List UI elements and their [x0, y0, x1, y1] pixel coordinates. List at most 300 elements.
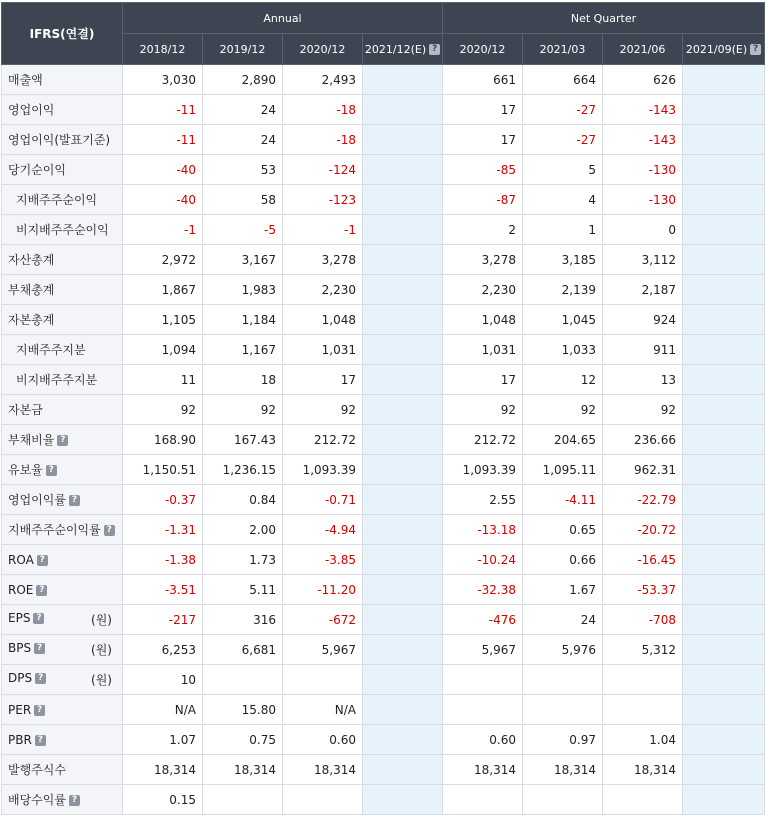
row-label: 발행주식수: [8, 763, 66, 777]
table-row: [2, 305, 765, 335]
help-icon[interactable]: ?: [35, 735, 46, 746]
row-label-cell: [2, 785, 123, 815]
value-cell: 2,139: [523, 275, 603, 305]
value-cell: -708: [603, 605, 683, 635]
value-cell: 3,030: [123, 65, 203, 95]
value-cell: 1,983: [203, 275, 283, 305]
value-cell: 92: [523, 395, 603, 425]
column-header: [363, 34, 443, 65]
value-cell: 3,185: [523, 245, 603, 275]
row-label-cell: [2, 215, 123, 245]
value-cell: 661: [443, 65, 523, 95]
table-row: [2, 155, 765, 185]
column-header-label: 2020/12: [299, 42, 346, 56]
row-label-cell: [2, 665, 123, 695]
row-label-cell: [2, 695, 123, 725]
value-cell: 212.72: [283, 425, 363, 455]
column-header-label: 2020/12: [459, 42, 506, 56]
value-cell: 58: [203, 185, 283, 215]
value-cell: 1,094: [123, 335, 203, 365]
value-cell: 10: [123, 665, 203, 695]
value-cell: 92: [123, 395, 203, 425]
value-cell: [363, 605, 443, 635]
value-cell: -11: [123, 125, 203, 155]
row-label: 비지배주주지분: [16, 373, 98, 387]
value-cell: -11: [123, 95, 203, 125]
value-cell: 18,314: [123, 755, 203, 785]
value-cell: 5,976: [523, 635, 603, 665]
row-label-cell: [2, 395, 123, 425]
value-cell: 17: [283, 365, 363, 395]
value-cell: [683, 485, 765, 515]
row-label: 자본총계: [8, 313, 55, 327]
value-cell: -1: [123, 215, 203, 245]
table-row: [2, 725, 765, 755]
help-icon[interactable]: ?: [34, 705, 45, 716]
value-cell: 316: [203, 605, 283, 635]
table-row: [2, 275, 765, 305]
value-cell: [363, 275, 443, 305]
table-row: [2, 785, 765, 815]
value-cell: N/A: [123, 695, 203, 725]
table-row: [2, 665, 765, 695]
value-cell: -18: [283, 95, 363, 125]
table-row: [2, 545, 765, 575]
value-cell: [603, 665, 683, 695]
value-cell: [603, 695, 683, 725]
help-icon[interactable]: ?: [46, 465, 57, 476]
value-cell: [283, 785, 363, 815]
value-cell: 1.73: [203, 545, 283, 575]
value-cell: 0.60: [443, 725, 523, 755]
value-cell: [203, 665, 283, 695]
row-label: EPS: [8, 611, 31, 625]
value-cell: [523, 785, 603, 815]
value-cell: [443, 695, 523, 725]
help-icon[interactable]: ?: [69, 795, 80, 806]
value-cell: 5,967: [443, 635, 523, 665]
value-cell: 92: [203, 395, 283, 425]
value-cell: N/A: [283, 695, 363, 725]
value-cell: 5.11: [203, 575, 283, 605]
value-cell: [683, 695, 765, 725]
row-label-cell: [2, 725, 123, 755]
value-cell: [683, 575, 765, 605]
value-cell: 13: [603, 365, 683, 395]
value-cell: 0.84: [203, 485, 283, 515]
row-label-cell: [2, 455, 123, 485]
row-label-cell: [2, 305, 123, 335]
value-cell: [363, 335, 443, 365]
help-icon[interactable]: ?: [750, 44, 761, 55]
table-row: [2, 695, 765, 725]
value-cell: [363, 125, 443, 155]
value-cell: -18: [283, 125, 363, 155]
value-cell: 18,314: [203, 755, 283, 785]
value-cell: [683, 755, 765, 785]
value-cell: [683, 155, 765, 185]
row-label-cell: [2, 365, 123, 395]
value-cell: 0.66: [523, 545, 603, 575]
value-cell: 1,236.15: [203, 455, 283, 485]
value-cell: -3.85: [283, 545, 363, 575]
value-cell: 1,093.39: [283, 455, 363, 485]
value-cell: -1.38: [123, 545, 203, 575]
unit-label: (원): [91, 643, 112, 657]
help-icon[interactable]: ?: [37, 555, 48, 566]
table-row: [2, 335, 765, 365]
value-cell: 1.04: [603, 725, 683, 755]
value-cell: -1: [283, 215, 363, 245]
value-cell: 5,967: [283, 635, 363, 665]
value-cell: -40: [123, 155, 203, 185]
value-cell: [363, 365, 443, 395]
column-header: [523, 34, 603, 65]
value-cell: 1,045: [523, 305, 603, 335]
table-row: [2, 185, 765, 215]
row-label: PBR: [8, 732, 32, 747]
value-cell: -20.72: [603, 515, 683, 545]
value-cell: [363, 635, 443, 665]
value-cell: 18: [203, 365, 283, 395]
row-label-cell: [2, 545, 123, 575]
value-cell: -4.94: [283, 515, 363, 545]
column-header: [443, 34, 523, 65]
table-row: [2, 425, 765, 455]
value-cell: [683, 545, 765, 575]
value-cell: -123: [283, 185, 363, 215]
row-label: 자산총계: [8, 253, 55, 267]
value-cell: [363, 695, 443, 725]
value-cell: [363, 425, 443, 455]
value-cell: -87: [443, 185, 523, 215]
value-cell: 1,167: [203, 335, 283, 365]
value-cell: -143: [603, 95, 683, 125]
table-row: [2, 515, 765, 545]
value-cell: -40: [123, 185, 203, 215]
value-cell: 1,048: [283, 305, 363, 335]
value-cell: -672: [283, 605, 363, 635]
value-cell: [683, 215, 765, 245]
value-cell: [683, 245, 765, 275]
help-icon[interactable]: ?: [57, 435, 68, 446]
annual-header: Annual: [123, 3, 443, 34]
row-label: 지배주주지분: [16, 343, 86, 357]
value-cell: [683, 605, 765, 635]
row-label-cell: [2, 125, 123, 155]
row-label-cell: [2, 425, 123, 455]
value-cell: -130: [603, 155, 683, 185]
row-label: PER: [8, 702, 32, 717]
value-cell: [363, 575, 443, 605]
value-cell: -1.31: [123, 515, 203, 545]
value-cell: 4: [523, 185, 603, 215]
value-cell: -124: [283, 155, 363, 185]
value-cell: [283, 665, 363, 695]
value-cell: [363, 455, 443, 485]
table-row: [2, 485, 765, 515]
row-label-cell: [2, 635, 123, 665]
value-cell: 0.15: [123, 785, 203, 815]
value-cell: [363, 305, 443, 335]
value-cell: 24: [203, 95, 283, 125]
value-cell: [363, 515, 443, 545]
row-label-cell: [2, 155, 123, 185]
value-cell: [683, 95, 765, 125]
row-label: 지배주주순이익: [16, 193, 98, 207]
value-cell: [363, 485, 443, 515]
value-cell: [683, 365, 765, 395]
value-cell: -143: [603, 125, 683, 155]
value-cell: [683, 455, 765, 485]
value-cell: -0.71: [283, 485, 363, 515]
value-cell: [363, 65, 443, 95]
value-cell: [363, 215, 443, 245]
value-cell: [363, 755, 443, 785]
row-label-cell: [2, 245, 123, 275]
help-icon[interactable]: ?: [104, 525, 115, 536]
table-row: [2, 215, 765, 245]
value-cell: 2,493: [283, 65, 363, 95]
value-cell: 24: [203, 125, 283, 155]
value-cell: [363, 245, 443, 275]
value-cell: [683, 665, 765, 695]
row-label-cell: [2, 95, 123, 125]
value-cell: [683, 635, 765, 665]
help-icon[interactable]: ?: [429, 44, 440, 55]
value-cell: [443, 665, 523, 695]
value-cell: 0: [603, 215, 683, 245]
value-cell: 17: [443, 365, 523, 395]
table-row: [2, 575, 765, 605]
row-label-cell: [2, 335, 123, 365]
table-row: [2, 635, 765, 665]
value-cell: 1,184: [203, 305, 283, 335]
value-cell: 11: [123, 365, 203, 395]
help-icon[interactable]: ?: [69, 495, 80, 506]
value-cell: 0.75: [203, 725, 283, 755]
value-cell: -217: [123, 605, 203, 635]
value-cell: 167.43: [203, 425, 283, 455]
row-label-cell: [2, 515, 123, 545]
value-cell: 1,093.39: [443, 455, 523, 485]
value-cell: -16.45: [603, 545, 683, 575]
value-cell: 664: [523, 65, 603, 95]
value-cell: [363, 665, 443, 695]
value-cell: [523, 665, 603, 695]
value-cell: 3,278: [443, 245, 523, 275]
ifrs-basis-header: IFRS(연결): [2, 3, 123, 65]
value-cell: -11.20: [283, 575, 363, 605]
value-cell: 2,230: [443, 275, 523, 305]
row-label: BPS: [8, 641, 32, 655]
row-label: 부채총계: [8, 283, 55, 297]
column-header-label: 2021/12(E): [364, 42, 427, 56]
row-label: ROA: [8, 552, 34, 567]
value-cell: -85: [443, 155, 523, 185]
value-cell: 0.97: [523, 725, 603, 755]
value-cell: 962.31: [603, 455, 683, 485]
value-cell: 2,972: [123, 245, 203, 275]
row-label: 지배주주순이익률: [8, 523, 101, 537]
column-header-label: 2018/12: [139, 42, 186, 56]
value-cell: [683, 515, 765, 545]
value-cell: 911: [603, 335, 683, 365]
value-cell: [363, 185, 443, 215]
row-label-cell: [2, 275, 123, 305]
value-cell: 2,890: [203, 65, 283, 95]
column-header-label: 2019/12: [219, 42, 266, 56]
value-cell: [683, 185, 765, 215]
value-cell: 24: [523, 605, 603, 635]
value-cell: -3.51: [123, 575, 203, 605]
column-header-label: 2021/03: [539, 42, 586, 56]
value-cell: 626: [603, 65, 683, 95]
header-row-periods: [2, 3, 765, 34]
table-row: [2, 95, 765, 125]
value-cell: 236.66: [603, 425, 683, 455]
value-cell: [603, 785, 683, 815]
value-cell: 3,167: [203, 245, 283, 275]
value-cell: 92: [443, 395, 523, 425]
value-cell: [523, 695, 603, 725]
value-cell: 3,112: [603, 245, 683, 275]
value-cell: -53.37: [603, 575, 683, 605]
table-body: [2, 65, 765, 815]
net-quarter-header: Net Quarter: [443, 3, 765, 34]
value-cell: 53: [203, 155, 283, 185]
value-cell: [683, 785, 765, 815]
row-label-cell: [2, 65, 123, 95]
column-header: [683, 34, 765, 65]
value-cell: -13.18: [443, 515, 523, 545]
row-label: 매출액: [8, 73, 43, 87]
row-label-cell: [2, 485, 123, 515]
value-cell: -27: [523, 125, 603, 155]
value-cell: [683, 725, 765, 755]
table-row: [2, 755, 765, 785]
value-cell: 1.07: [123, 725, 203, 755]
column-header: [603, 34, 683, 65]
value-cell: 212.72: [443, 425, 523, 455]
value-cell: 6,681: [203, 635, 283, 665]
value-cell: -27: [523, 95, 603, 125]
row-label: 영업이익률: [8, 493, 66, 507]
column-header: [123, 34, 203, 65]
value-cell: 924: [603, 305, 683, 335]
column-header: [283, 34, 363, 65]
value-cell: 1,031: [443, 335, 523, 365]
row-label: 영업이익: [8, 103, 55, 117]
value-cell: [683, 395, 765, 425]
value-cell: 5,312: [603, 635, 683, 665]
value-cell: 1,048: [443, 305, 523, 335]
value-cell: 2: [443, 215, 523, 245]
value-cell: -476: [443, 605, 523, 635]
value-cell: [683, 335, 765, 365]
value-cell: 18,314: [443, 755, 523, 785]
value-cell: 1,150.51: [123, 455, 203, 485]
value-cell: [683, 425, 765, 455]
value-cell: -130: [603, 185, 683, 215]
value-cell: 2.00: [203, 515, 283, 545]
row-label: ROE: [8, 582, 34, 597]
value-cell: 1,105: [123, 305, 203, 335]
row-label-cell: [2, 575, 123, 605]
value-cell: 1: [523, 215, 603, 245]
value-cell: -32.38: [443, 575, 523, 605]
value-cell: [363, 725, 443, 755]
column-header-label: 2021/09(E): [685, 42, 748, 56]
financial-summary-table: [1, 2, 765, 815]
value-cell: 17: [443, 125, 523, 155]
value-cell: [683, 125, 765, 155]
value-cell: [683, 65, 765, 95]
help-icon[interactable]: ?: [36, 585, 47, 596]
value-cell: 92: [603, 395, 683, 425]
value-cell: 204.65: [523, 425, 603, 455]
unit-label: (원): [91, 673, 112, 687]
table-row: [2, 245, 765, 275]
value-cell: 18,314: [283, 755, 363, 785]
value-cell: [683, 305, 765, 335]
table-row: [2, 365, 765, 395]
table-row: [2, 65, 765, 95]
value-cell: [363, 545, 443, 575]
value-cell: 2,230: [283, 275, 363, 305]
value-cell: 3,278: [283, 245, 363, 275]
row-label: 비지배주주순이익: [16, 223, 109, 237]
value-cell: 1.67: [523, 575, 603, 605]
help-icon[interactable]: ?: [34, 643, 45, 654]
help-icon[interactable]: ?: [33, 613, 44, 624]
value-cell: 92: [283, 395, 363, 425]
value-cell: 1,867: [123, 275, 203, 305]
value-cell: 0.60: [283, 725, 363, 755]
value-cell: 1,095.11: [523, 455, 603, 485]
value-cell: -4.11: [523, 485, 603, 515]
value-cell: [363, 395, 443, 425]
row-label: 당기순이익: [8, 163, 66, 177]
value-cell: 168.90: [123, 425, 203, 455]
value-cell: 0.65: [523, 515, 603, 545]
unit-label: (원): [91, 613, 112, 627]
row-label-cell: [2, 605, 123, 635]
value-cell: [443, 785, 523, 815]
column-header: [203, 34, 283, 65]
row-label: DPS: [8, 671, 33, 685]
row-label-cell: [2, 755, 123, 785]
row-label: 유보율: [8, 463, 43, 477]
table-row: [2, 455, 765, 485]
value-cell: 15.80: [203, 695, 283, 725]
row-label: 배당수익률: [8, 793, 66, 807]
table-row: [2, 125, 765, 155]
value-cell: 1,033: [523, 335, 603, 365]
value-cell: -0.37: [123, 485, 203, 515]
value-cell: 12: [523, 365, 603, 395]
table-row: [2, 395, 765, 425]
column-header-label: 2021/06: [619, 42, 666, 56]
value-cell: [363, 95, 443, 125]
value-cell: 18,314: [523, 755, 603, 785]
help-icon[interactable]: ?: [35, 673, 46, 684]
value-cell: 17: [443, 95, 523, 125]
value-cell: -10.24: [443, 545, 523, 575]
value-cell: [363, 155, 443, 185]
value-cell: [203, 785, 283, 815]
table-row: [2, 605, 765, 635]
